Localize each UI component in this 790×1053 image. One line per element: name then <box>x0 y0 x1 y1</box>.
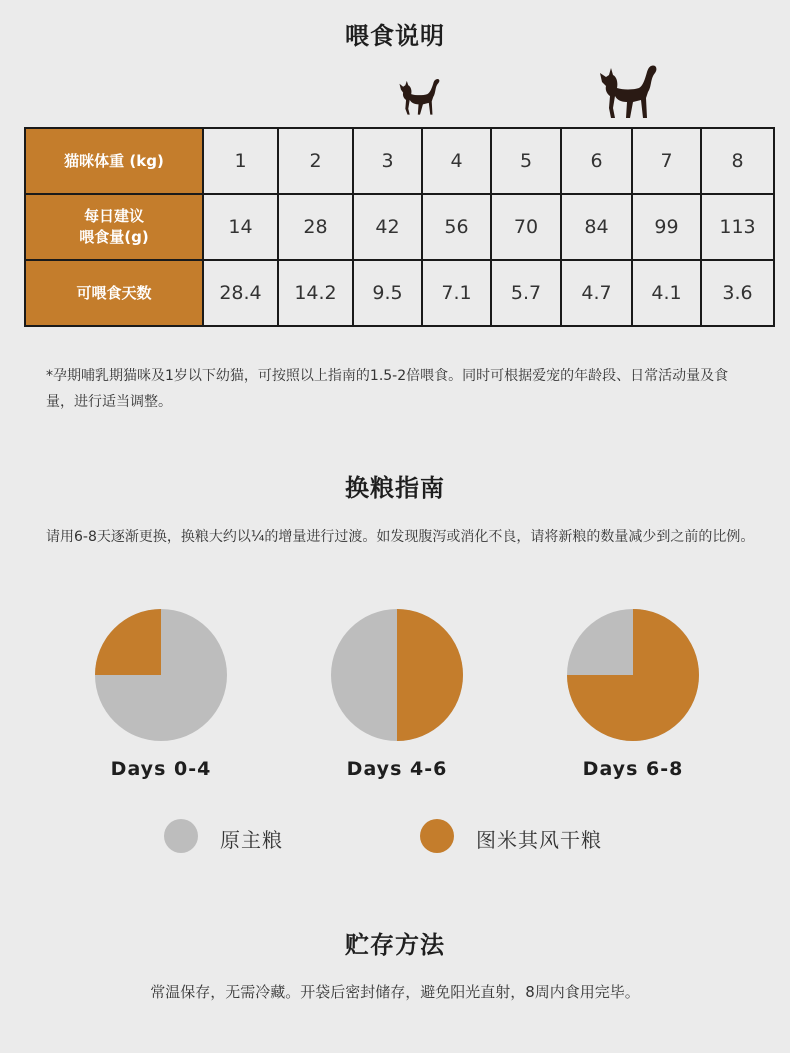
days-cell: 7.1 <box>422 260 491 326</box>
weight-cell: 5 <box>491 128 561 194</box>
pie-chart-days-0-4 <box>94 608 228 742</box>
pie-chart-days-4-6 <box>330 608 464 742</box>
feeding-note: *孕期哺乳期猫咪及1岁以下幼猫，可按照以上指南的1.5-2倍喂食。同时可根据爱宠的年龄段、日常活动量及食量，进行适当调整。 <box>46 368 729 410</box>
pie-label: Days 4-6 <box>346 758 448 780</box>
pie-label: Days 0-4 <box>110 758 212 780</box>
weight-cell: 6 <box>561 128 632 194</box>
storage-text: 常温保存，无需冷藏。开袋后密封储存，避免阳光直射，8周内食用完毕。 <box>150 983 640 1001</box>
weight-cell: 7 <box>632 128 701 194</box>
table-row-weight <box>25 128 774 194</box>
table-row-days <box>25 260 774 326</box>
weight-cell: 3 <box>353 128 422 194</box>
legend-label-new-food: 图米其风干粮 <box>476 828 602 852</box>
daily-grams-cell: 113 <box>701 194 774 260</box>
daily-grams-cell: 99 <box>632 194 701 260</box>
days-cell: 4.7 <box>561 260 632 326</box>
days-cell: 28.4 <box>203 260 278 326</box>
weight-cell: 4 <box>422 128 491 194</box>
switching-note: 请用6-8天逐渐更换，换粮大约以¼的增量进行过渡。如发现腹泻或消化不良，请将新粮的数量减少到之前的比例。 <box>46 529 755 545</box>
daily-grams-cell: 14 <box>203 194 278 260</box>
pie-label: Days 6-8 <box>582 758 684 780</box>
legend-label-old-food: 原主粮 <box>220 828 283 852</box>
days-cell: 9.5 <box>353 260 422 326</box>
row-header-days: 可喂食天数 <box>25 260 203 326</box>
days-cell: 5.7 <box>491 260 561 326</box>
days-cell: 4.1 <box>632 260 701 326</box>
feeding-title: 喂食说明 <box>345 22 445 50</box>
large-cat-icon <box>599 64 659 120</box>
daily-grams-cell: 42 <box>353 194 422 260</box>
row-header-weight: 猫咪体重 (kg) <box>25 128 203 194</box>
weight-cell: 2 <box>278 128 353 194</box>
legend-swatch-old-food <box>164 819 198 853</box>
weight-cell: 8 <box>701 128 774 194</box>
days-cell: 3.6 <box>701 260 774 326</box>
row-header-daily-amount: 每日建议 喂食量(g) <box>25 194 203 260</box>
pie-slice-new-food <box>397 609 463 741</box>
weight-cell: 1 <box>203 128 278 194</box>
daily-grams-cell: 84 <box>561 194 632 260</box>
storage-title: 贮存方法 <box>345 931 445 959</box>
pie-slice-new-food <box>95 609 161 675</box>
daily-grams-cell: 28 <box>278 194 353 260</box>
switching-title: 换粮指南 <box>345 474 445 502</box>
table-row-daily-amount <box>25 194 774 260</box>
legend-swatch-new-food <box>420 819 454 853</box>
pie-chart-days-6-8 <box>566 608 700 742</box>
days-cell: 14.2 <box>278 260 353 326</box>
small-cat-icon <box>398 76 442 118</box>
daily-grams-cell: 56 <box>422 194 491 260</box>
daily-grams-cell: 70 <box>491 194 561 260</box>
feeding-table <box>24 127 775 327</box>
